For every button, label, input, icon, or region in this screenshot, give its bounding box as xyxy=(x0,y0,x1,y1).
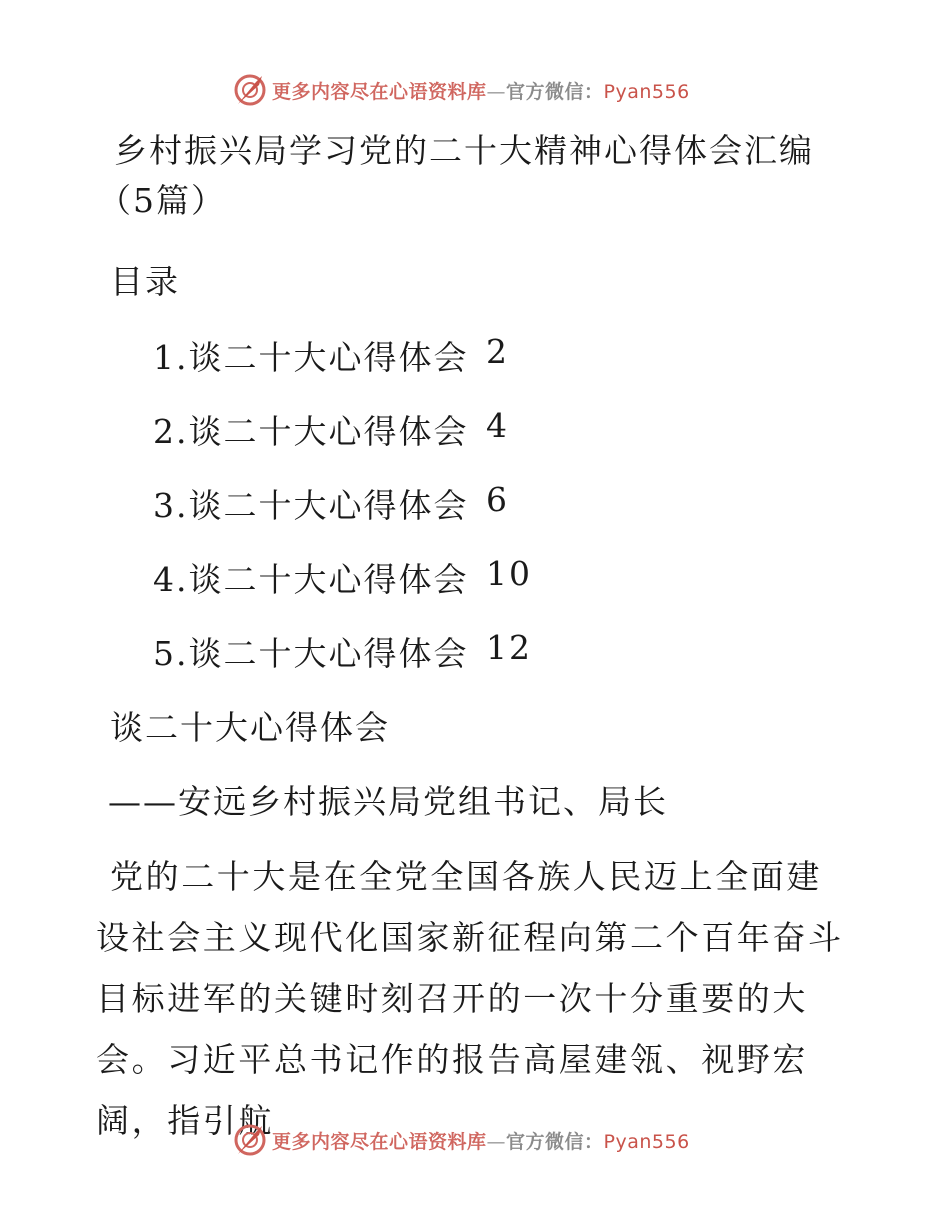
author-line: ——安远乡村振兴局党组书记、局长 xyxy=(108,782,668,821)
toc-item-label: 1.谈二十大心得体会 xyxy=(153,338,469,377)
toc-item-page: 2 xyxy=(486,332,509,371)
toc-item-page: 4 xyxy=(486,406,509,445)
toc-item-label: 2.谈二十大心得体会 xyxy=(153,412,469,451)
footer-watermark xyxy=(232,1122,690,1158)
watermark-id: Pyan556 xyxy=(603,80,690,103)
body-paragraph: 党的二十大是在全党全国各族人民迈上全面建设社会主义现代化国家新征程向第二个百年奋斗目标进军的关键时刻召开的一次十分重要的大会。习近平总书记作的报告高屋建瓴、视野宏阔，指引航 xyxy=(96,857,844,1140)
toc-item-label: 3.谈二十大心得体会 xyxy=(153,486,469,525)
toc-item-page: 6 xyxy=(486,480,509,519)
watermark-dash: — xyxy=(486,80,507,103)
toc-item-page: 10 xyxy=(486,554,532,593)
quill-logo-icon xyxy=(232,1122,268,1158)
section-title: 谈二十大心得体会 xyxy=(110,708,390,747)
watermark-main: 更多内容尽在心语资料库 xyxy=(272,1130,487,1153)
document-title: 乡村振兴局学习党的二十大精神心得体会汇编（5篇） xyxy=(98,131,814,220)
watermark-dash: — xyxy=(486,1130,507,1153)
watermark-id: Pyan556 xyxy=(603,1130,690,1153)
watermark-text xyxy=(272,77,690,104)
toc-item[interactable] xyxy=(153,554,532,601)
watermark-main: 更多内容尽在心语资料库 xyxy=(272,80,487,103)
toc-item[interactable] xyxy=(153,406,509,453)
toc-item-page: 12 xyxy=(486,628,532,667)
header-watermark xyxy=(232,72,690,108)
toc-heading: 目录 xyxy=(110,262,180,301)
toc-item[interactable] xyxy=(153,628,532,675)
toc-item[interactable] xyxy=(153,332,509,379)
toc-item-label: 5.谈二十大心得体会 xyxy=(153,634,469,673)
toc-item[interactable] xyxy=(153,480,509,527)
watermark-text xyxy=(272,1127,690,1154)
toc-item-label: 4.谈二十大心得体会 xyxy=(153,560,469,599)
watermark-label: 官方微信： xyxy=(506,1130,604,1153)
quill-logo-icon xyxy=(232,72,268,108)
watermark-label: 官方微信： xyxy=(506,80,604,103)
